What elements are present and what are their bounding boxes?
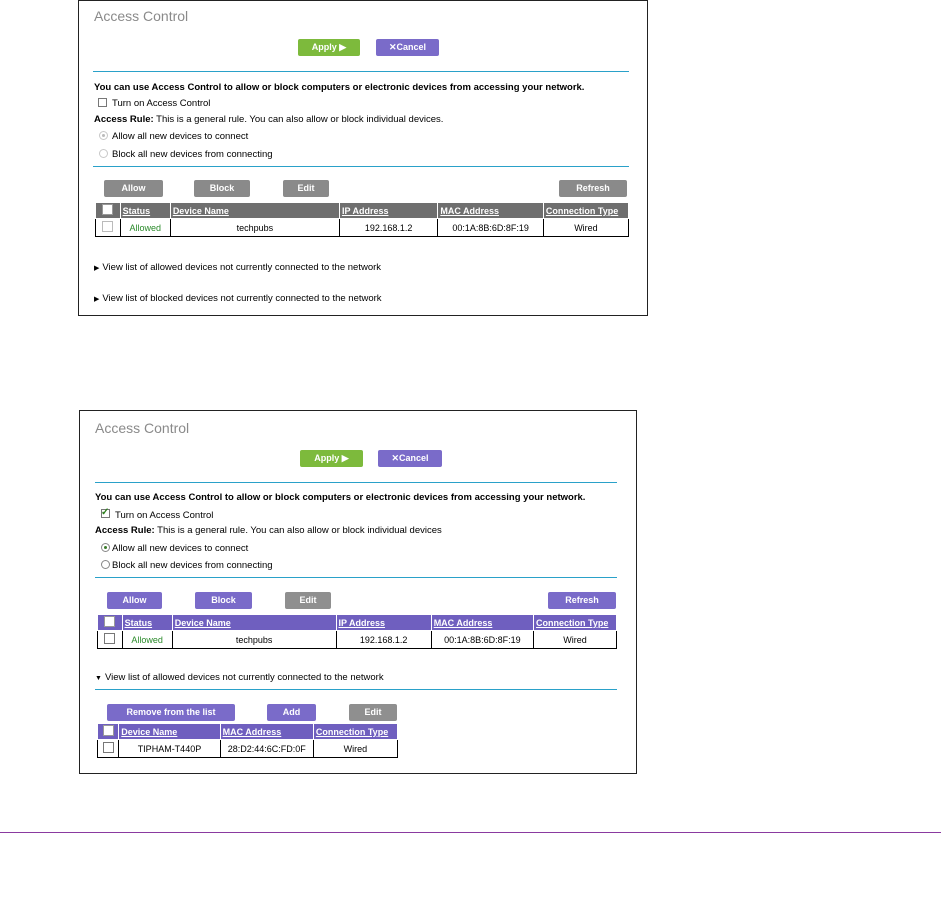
header-device-name[interactable]: Device Name	[170, 203, 339, 219]
table-row	[98, 631, 617, 649]
block-all-label: Block all new devices from connecting	[112, 560, 273, 571]
connection-type-cell: Wired	[534, 631, 617, 649]
turn-on-checkbox[interactable]	[101, 509, 110, 518]
access-rule-label: Access Rule:	[94, 114, 154, 125]
row-select-cell[interactable]	[98, 740, 119, 758]
select-all-checkbox[interactable]	[103, 725, 114, 736]
edit-button[interactable]: Edit	[285, 592, 331, 609]
allow-all-radio[interactable]	[101, 543, 110, 552]
page-title: Access Control	[95, 420, 190, 436]
refresh-button[interactable]: Refresh	[559, 180, 627, 197]
allow-button[interactable]: Allow	[104, 180, 163, 197]
ip-address-cell: 192.168.1.2	[339, 219, 437, 237]
view-allowed-label: View list of allowed devices not currently connected to the network	[102, 262, 382, 273]
intro-text: You can use Access Control to allow or block computers or electronic devices from accessing your network.	[95, 492, 586, 503]
select-all-header[interactable]	[98, 615, 123, 631]
view-allowed-link[interactable]	[95, 672, 384, 683]
block-button[interactable]: Block	[195, 592, 252, 609]
status-cell: Allowed	[120, 219, 170, 237]
header-connection-type[interactable]: Connection Type	[534, 615, 617, 631]
triangle-right-icon: ▶	[94, 265, 100, 272]
mac-address-cell: 28:D2:44:6C:FD:0F	[220, 740, 313, 758]
row-checkbox[interactable]	[104, 633, 115, 644]
block-all-radio[interactable]	[99, 149, 108, 158]
select-all-header[interactable]	[96, 203, 121, 219]
page-title: Access Control	[94, 8, 189, 24]
device-name-cell: techpubs	[170, 219, 339, 237]
allow-all-radio[interactable]	[99, 131, 108, 140]
header-status[interactable]: Status	[120, 203, 170, 219]
connection-type-cell: Wired	[543, 219, 628, 237]
row-select-cell[interactable]	[96, 219, 121, 237]
allow-all-label: Allow all new devices to connect	[112, 131, 249, 142]
access-rule-description: This is a general rule. You can also allow or block individual devices.	[153, 114, 444, 125]
table-header-row	[98, 724, 398, 740]
access-rule-label: Access Rule:	[95, 525, 155, 536]
row-checkbox[interactable]	[103, 742, 114, 753]
refresh-button[interactable]: Refresh	[548, 592, 616, 609]
mac-address-cell: 00:1A:8B:6D:8F:19	[438, 219, 544, 237]
apply-button[interactable]: Apply ▶	[298, 39, 360, 56]
select-all-checkbox[interactable]	[102, 204, 113, 215]
header-ip-address[interactable]: IP Address	[339, 203, 437, 219]
device-name-cell: techpubs	[172, 631, 336, 649]
separator	[93, 71, 629, 72]
table-header-row	[98, 615, 617, 631]
table-header-row	[96, 203, 629, 219]
status-cell: Allowed	[122, 631, 172, 649]
header-connection-type[interactable]: Connection Type	[313, 724, 397, 740]
triangle-right-icon: ▶	[94, 296, 100, 303]
access-control-panel-disabled	[78, 0, 648, 316]
access-rule-description: This is a general rule. You can also allow or block individual devices	[154, 525, 442, 536]
separator	[95, 577, 617, 578]
add-button[interactable]: Add	[267, 704, 316, 721]
access-rule-text	[94, 114, 443, 125]
intro-text: You can use Access Control to allow or block computers or electronic devices from accessing your network.	[94, 82, 585, 93]
turn-on-label: Turn on Access Control	[112, 98, 211, 109]
block-all-label: Block all new devices from connecting	[112, 149, 273, 160]
view-allowed-link[interactable]	[94, 262, 381, 273]
header-mac-address[interactable]: MAC Address	[431, 615, 533, 631]
row-select-cell[interactable]	[98, 631, 123, 649]
apply-button[interactable]: Apply ▶	[300, 450, 363, 467]
block-all-radio[interactable]	[101, 560, 110, 569]
device-table	[97, 614, 617, 649]
allowed-devices-table	[97, 723, 398, 758]
view-allowed-label: View list of allowed devices not currently connected to the network	[104, 672, 384, 683]
separator	[95, 689, 617, 690]
separator	[95, 482, 617, 483]
view-blocked-link[interactable]	[94, 293, 382, 304]
turn-on-checkbox[interactable]	[98, 98, 107, 107]
allow-button[interactable]: Allow	[107, 592, 162, 609]
cancel-button[interactable]: ✕Cancel	[376, 39, 439, 56]
access-rule-text	[95, 525, 442, 536]
edit-button[interactable]: Edit	[283, 180, 329, 197]
separator	[93, 166, 629, 167]
header-device-name[interactable]: Device Name	[172, 615, 336, 631]
header-status[interactable]: Status	[122, 615, 172, 631]
device-name-cell: TIPHAM-T440P	[119, 740, 220, 758]
page-footer-rule	[0, 832, 941, 833]
allow-all-label: Allow all new devices to connect	[112, 543, 249, 554]
header-mac-address[interactable]: MAC Address	[438, 203, 544, 219]
header-connection-type[interactable]: Connection Type	[543, 203, 628, 219]
table-row	[96, 219, 629, 237]
select-all-checkbox[interactable]	[104, 616, 115, 627]
access-control-panel-enabled	[79, 410, 637, 774]
header-mac-address[interactable]: MAC Address	[220, 724, 313, 740]
edit-list-button[interactable]: Edit	[349, 704, 397, 721]
header-ip-address[interactable]: IP Address	[336, 615, 431, 631]
select-all-header[interactable]	[98, 724, 119, 740]
remove-from-list-button[interactable]: Remove from the list	[107, 704, 235, 721]
view-blocked-label: View list of blocked devices not currently connected to the network	[102, 293, 382, 304]
mac-address-cell: 00:1A:8B:6D:8F:19	[431, 631, 533, 649]
block-button[interactable]: Block	[194, 180, 250, 197]
row-checkbox[interactable]	[102, 221, 113, 232]
header-device-name[interactable]: Device Name	[119, 724, 220, 740]
triangle-down-icon: ▼	[95, 675, 102, 682]
table-row	[98, 740, 398, 758]
connection-type-cell: Wired	[313, 740, 397, 758]
device-table	[95, 202, 629, 237]
turn-on-label: Turn on Access Control	[115, 510, 214, 521]
cancel-button[interactable]: ✕Cancel	[378, 450, 442, 467]
ip-address-cell: 192.168.1.2	[336, 631, 431, 649]
